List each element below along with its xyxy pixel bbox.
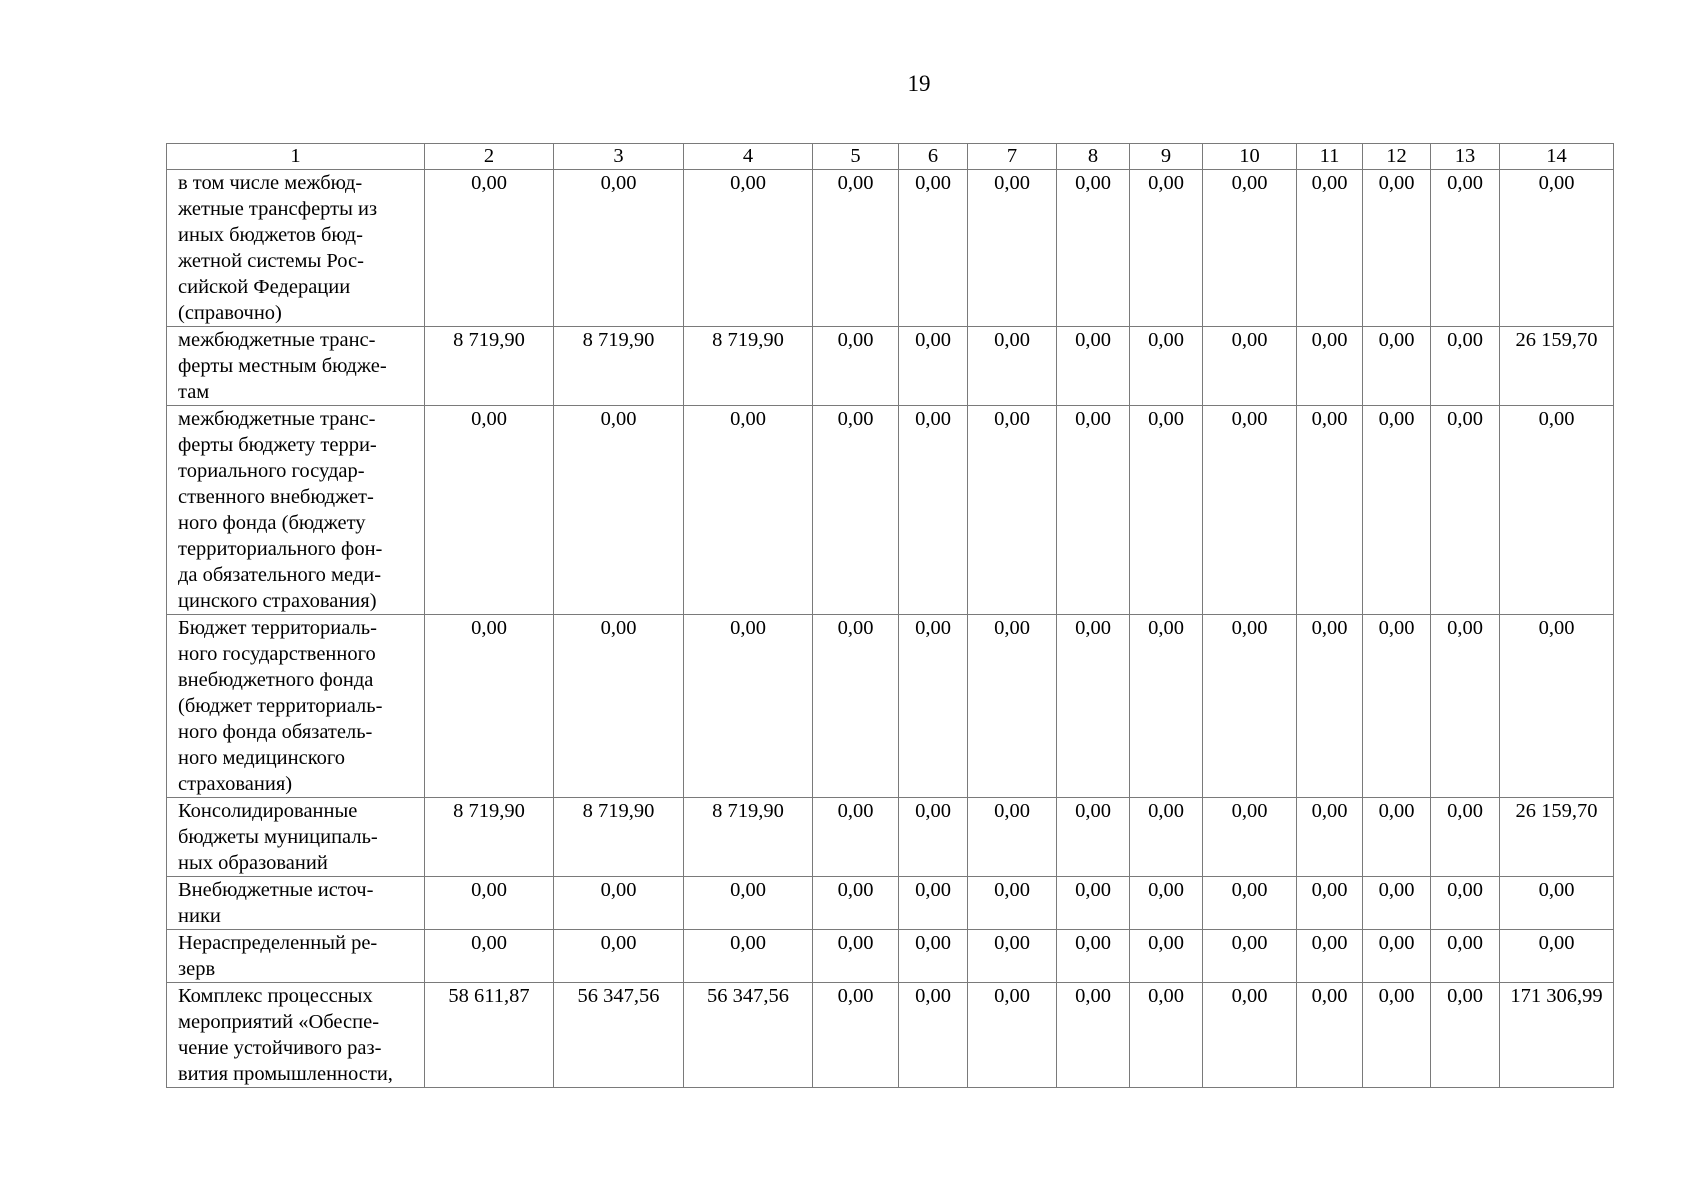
table-cell: 0,00	[1057, 406, 1130, 615]
table-cell: 0,00	[1297, 327, 1363, 406]
table-cell: 0,00	[1500, 930, 1614, 983]
table-row	[167, 877, 1614, 930]
column-header: 8	[1057, 144, 1130, 170]
table-cell: 0,00	[968, 327, 1057, 406]
column-header: 10	[1203, 144, 1297, 170]
table-cell: 8 719,90	[425, 327, 554, 406]
table-cell: 26 159,70	[1500, 798, 1614, 877]
table-cell: 0,00	[813, 327, 899, 406]
table-cell: 0,00	[1363, 615, 1431, 798]
table-cell: 56 347,56	[554, 983, 684, 1088]
table-cell: 0,00	[554, 170, 684, 327]
table-cell: 0,00	[1500, 406, 1614, 615]
table-cell: 0,00	[1431, 877, 1500, 930]
table-cell: 0,00	[899, 327, 968, 406]
table-cell: 0,00	[1363, 327, 1431, 406]
table-cell: 0,00	[554, 930, 684, 983]
table-cell: 0,00	[899, 983, 968, 1088]
table-cell: 0,00	[684, 877, 813, 930]
table-cell: 0,00	[1431, 615, 1500, 798]
table-cell: 0,00	[684, 615, 813, 798]
table-cell: 26 159,70	[1500, 327, 1614, 406]
table-cell: 0,00	[554, 406, 684, 615]
column-header: 2	[425, 144, 554, 170]
table-cell: 0,00	[1130, 327, 1203, 406]
page-number: 19	[907, 71, 931, 96]
table-cell: 0,00	[968, 983, 1057, 1088]
table-cell: 0,00	[899, 406, 968, 615]
column-header: 3	[554, 144, 684, 170]
row-label: Внебюджетные источ- ники	[167, 877, 425, 930]
table-cell: 0,00	[1057, 327, 1130, 406]
budget-table	[166, 143, 1614, 1088]
table-cell: 0,00	[1203, 983, 1297, 1088]
table-cell: 0,00	[1431, 983, 1500, 1088]
table-cell: 0,00	[1431, 798, 1500, 877]
table-cell: 0,00	[813, 877, 899, 930]
column-header: 4	[684, 144, 813, 170]
table-cell: 0,00	[813, 170, 899, 327]
table-cell: 0,00	[1203, 930, 1297, 983]
table-cell: 0,00	[425, 170, 554, 327]
table-cell: 0,00	[968, 877, 1057, 930]
table-cell: 0,00	[1130, 406, 1203, 615]
table-cell: 0,00	[684, 930, 813, 983]
table-cell: 0,00	[425, 877, 554, 930]
table-cell: 0,00	[1297, 615, 1363, 798]
header-row	[167, 144, 1614, 170]
table-row	[167, 930, 1614, 983]
table-cell: 0,00	[1130, 798, 1203, 877]
table-cell: 0,00	[1203, 798, 1297, 877]
table-cell: 0,00	[684, 170, 813, 327]
table-cell: 0,00	[813, 615, 899, 798]
table-cell: 0,00	[1057, 798, 1130, 877]
table-cell: 0,00	[899, 877, 968, 930]
table-cell: 0,00	[1057, 877, 1130, 930]
table-row	[167, 406, 1614, 615]
table-cell: 0,00	[1057, 983, 1130, 1088]
table-cell: 0,00	[425, 615, 554, 798]
table-cell: 0,00	[1363, 170, 1431, 327]
table-cell: 0,00	[1297, 798, 1363, 877]
table-cell: 56 347,56	[684, 983, 813, 1088]
table-cell: 0,00	[968, 615, 1057, 798]
table-cell: 0,00	[1363, 406, 1431, 615]
table-cell: 0,00	[813, 798, 899, 877]
column-header: 1	[167, 144, 425, 170]
table-cell: 0,00	[1363, 877, 1431, 930]
table-cell: 58 611,87	[425, 983, 554, 1088]
table-cell: 0,00	[968, 930, 1057, 983]
table-cell: 0,00	[1297, 170, 1363, 327]
table-cell: 0,00	[1130, 170, 1203, 327]
table-cell: 0,00	[813, 983, 899, 1088]
table-cell: 0,00	[968, 170, 1057, 327]
table-cell: 0,00	[1363, 798, 1431, 877]
table-cell: 0,00	[1203, 327, 1297, 406]
column-header: 9	[1130, 144, 1203, 170]
table-cell: 0,00	[1130, 930, 1203, 983]
row-label: Консолидированные бюджеты муниципаль- ных образований	[167, 798, 425, 877]
table-cell: 0,00	[554, 877, 684, 930]
table-cell: 0,00	[1203, 170, 1297, 327]
table-row	[167, 983, 1614, 1088]
table-cell: 0,00	[1130, 615, 1203, 798]
row-label: Бюджет территориаль- ного государственного внебюджетного фонда (бюджет территориаль- ного фонда обязатель- ного медицинского страхования)	[167, 615, 425, 798]
table-cell: 8 719,90	[684, 327, 813, 406]
table-cell: 0,00	[1203, 406, 1297, 615]
table-cell: 0,00	[425, 930, 554, 983]
table-cell: 0,00	[1297, 983, 1363, 1088]
table-cell: 0,00	[1130, 877, 1203, 930]
column-header: 6	[899, 144, 968, 170]
table-cell: 0,00	[1500, 877, 1614, 930]
table-cell: 0,00	[1363, 930, 1431, 983]
table-cell: 0,00	[1057, 930, 1130, 983]
table-cell: 0,00	[1431, 406, 1500, 615]
table-body	[167, 170, 1614, 1088]
table-cell: 0,00	[1203, 615, 1297, 798]
table-row	[167, 170, 1614, 327]
table-cell: 0,00	[1057, 170, 1130, 327]
table-cell: 0,00	[968, 406, 1057, 615]
table-cell: 171 306,99	[1500, 983, 1614, 1088]
row-label: межбюджетные транс- ферты местным бюдже- там	[167, 327, 425, 406]
column-header: 11	[1297, 144, 1363, 170]
table-row	[167, 798, 1614, 877]
table-cell: 0,00	[899, 798, 968, 877]
column-header: 5	[813, 144, 899, 170]
table-cell: 0,00	[425, 406, 554, 615]
table-cell: 0,00	[1500, 615, 1614, 798]
row-label: в том числе межбюд- жетные трансферты из иных бюджетов бюд- жетной системы Рос- сийской Федерации (справочно)	[167, 170, 425, 327]
row-label: Нераспределенный ре- зерв	[167, 930, 425, 983]
row-label: межбюджетные транс- ферты бюджету терри- ториального государ- ственного внебюджет- ного фонда (бюджету территориального фон- да обязательного меди- цинского страхования)	[167, 406, 425, 615]
table-cell: 0,00	[1431, 327, 1500, 406]
row-label: Комплекс процессных мероприятий «Обеспе- чение устойчивого раз- вития промышленности,	[167, 983, 425, 1088]
table-row	[167, 327, 1614, 406]
column-header: 14	[1500, 144, 1614, 170]
table-cell: 0,00	[1500, 170, 1614, 327]
table-cell: 8 719,90	[554, 327, 684, 406]
table-header	[167, 144, 1614, 170]
table-cell: 0,00	[813, 406, 899, 615]
table-cell: 0,00	[1431, 170, 1500, 327]
table-row	[167, 615, 1614, 798]
table-cell: 0,00	[1431, 930, 1500, 983]
table-cell: 8 719,90	[684, 798, 813, 877]
table-cell: 0,00	[899, 930, 968, 983]
table-cell: 0,00	[1297, 406, 1363, 615]
table-cell: 8 719,90	[425, 798, 554, 877]
table-cell: 8 719,90	[554, 798, 684, 877]
table-cell: 0,00	[899, 170, 968, 327]
table-cell: 0,00	[899, 615, 968, 798]
table-cell: 0,00	[1203, 877, 1297, 930]
table-cell: 0,00	[1130, 983, 1203, 1088]
table-cell: 0,00	[684, 406, 813, 615]
table-cell: 0,00	[1297, 877, 1363, 930]
table-cell: 0,00	[968, 798, 1057, 877]
table-cell: 0,00	[813, 930, 899, 983]
column-header: 13	[1431, 144, 1500, 170]
table-cell: 0,00	[554, 615, 684, 798]
table-cell: 0,00	[1297, 930, 1363, 983]
column-header: 7	[968, 144, 1057, 170]
column-header: 12	[1363, 144, 1431, 170]
table-cell: 0,00	[1363, 983, 1431, 1088]
table-cell: 0,00	[1057, 615, 1130, 798]
